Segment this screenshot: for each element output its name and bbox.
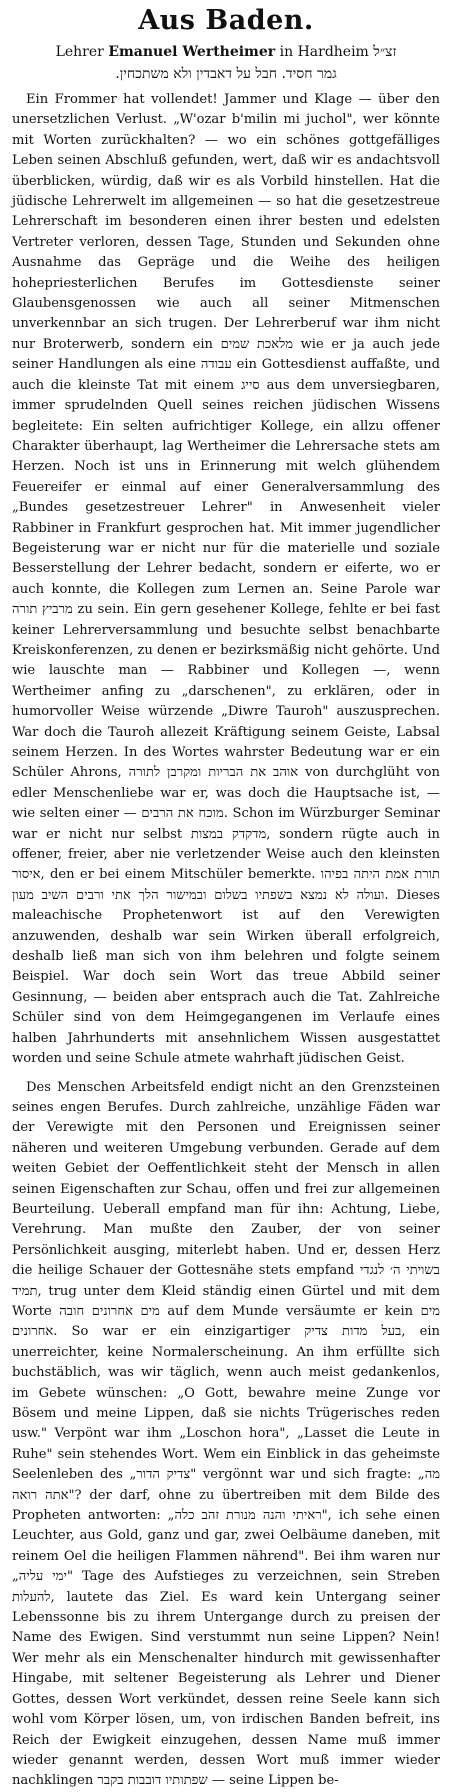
article-paragraph-2: Des Menschen Arbeitsfeld endigt nicht an den Grenzsteinen seines engen Berufes. Durch zahlreiche, unzählige Fäden war der Verewigte mit den Personen und Ereignissen seiner näheren und weiteren Umgebung verbunden. Gerade auf dem weiten Gebiet der Oeffentlichkeit steht der Mensch in allen seinen Eigenschaften zur Schau, offen und frei zur allgemeinen Beurteilung. Ueberall empfand man für ihn: Achtung, Liebe, Verehrung. Man mußte den Zauber, der von seiner Persönlichkeit ausging, miterlebt haben. Und er, dessen Herz die heilige Schauer der Gottesnähe stets empfand בשויתי ה׳ לנגדי תמיד, trug unter dem Kleid ständig einen Gürtel und mit dem Worte מים אחרונים חובה auf dem Munde versäumte er kein מים אחרונים. So war er ein einzigartiger בעל מדות צדיק, ein unerreichter, keine Normalerscheinung. An ihm erfüllte sich buchstäblich, was wir täglich, wenn auch meist gedankenlos, im Gebete wünschen: „O Gott, bewahre meine Zunge vor Bösem und meine Lippen, daß sie nichts Trügerisches reden usw." Verpönt war ihm „Loschon hora", „Lasset die Leute in Ruhe" sein stehendes Wort. Wem ein Einblick in das geheimste Seelenleben des „צדיק הדור" vergönnt war und sich fragte: „מה אתה רואה"? der darf, ohne zu übertreiben mit dem Bilde des Propheten antworten: „ראיתי והנה מנורת זהב כלה", ich sehe einen Leuchter, aus Gold, ganz und gar, zwei Oelbäume daneben, mit reinem Oel die heiligen Flammen nährend". Bei ihm waren nur „ימי עליה" Tage des Aufstieges zu verzeichnen, sein Streben להעלות, lautete das Ziel. Es ward kein Untergang seiner Lebenssonne bis zu ihrem Untergange durch zu preisen der Name des Ewigen. Sind verstummt nun seine Lippen? Nein! Wer mehr als ein Menschenalter hindurch mit gewissenhafter Hingabe, mit seltener Begeisterung als Lehrer und Diener Gottes, dessen Wort verkündet, dessen reine Seele kann sich wohl vom Körper lösen, um, von irdischen Banden befreit, ins Reich der Ewigkeit einzugehen, dessen Name muß immer wieder genannt werden, dessen Wort muß immer wieder nachklingen שפתותיו דובבות בקבר — seine Lippen be-: [12, 1079, 441, 1789]
byline-place: in Hardheim: [279, 44, 369, 60]
byline-name: Emanuel Wertheimer: [108, 44, 276, 60]
byline-prefix: Lehrer: [55, 44, 104, 60]
byline-hebrew-honorific: זצ״ל: [373, 44, 397, 60]
article-byline: [12, 42, 440, 62]
article-paragraph-1: Ein Frommer hat vollendet! Jammer und Klage — über den unersetzlichen Verlust. „W'ozar b'milin mi juchol", wer könnte mit Worten zurückhalten? — wo ein schönes gottgefälliges Leben seinen Abschluß gefunden, wert, daß wir es andachtsvoll überblicken, würdig, daß wir es als Vorbild hinstellen. Hat die jüdische Lehrerwelt im allgemeinen — so hat die gesetzestreue Lehrerschaft im besonderen einen ihrer besten und edelsten Vertreter verloren, dessen Tage, Stunden und Sekunden ohne Ausnahme das Gepräge und die Weihe des heiligen hohepriesterlichen Berufes im Gottesdienste seiner Glaubensgenossen wie auch all seiner Mitmenschen unverkennbar an sich trugen. Der Lehrerberuf war ihm nicht nur Broterwerb, sondern ein מלאכת שמים wie er ja auch jede seiner Handlungen als eine עבודה ein Gottesdienst auffaßte, und auch die kleinste Tat mit einem סייג aus dem unversiegbaren, immer sprudelnden Quell seines reichen jüdischen Wissens begleitete: Ein selten aufrichtiger Kollege, ein allzu offener Charakter überhaupt, lag Wertheimer die Lehrersache stets am Herzen. Noch ist uns in Erinnerung mit welch glühendem Feuereifer er einmal auf einer Generalversammlung des „Bundes gesetzestreuer Lehrer" in Anwesenheit vieler Rabbiner in Frankfurt gesprochen hat. Mit immer jugendlicher Begeisterung war er nicht nur für die materielle und soziale Besserstellung der Lehrer bedacht, sondern er eiferte, wo er auch konnte, die Kollegen zum Lernen an. Seine Parole war מרביץ תורה zu sein. Ein gern gesehener Kollege, fehlte er bei fast keiner Lehrerversammlung und besuchte selbst benachbarte Kreiskonferenzen, zu denen er bezirksmäßig nicht gehörte. Und wie lauschte man — Rabbiner und Kollegen —, wenn Wertheimer anfing zu „darschenen", zu erklären, oder in humorvoller Weise würzende „Diwre Tauroh" auszusprechen. War doch die Tauroh allezeit Kräftigung seinem Geiste, Labsal seinem Herzen. In des Wortes wahrster Bedeutung war er ein Schüler Ahrons, אוהב את הבריות ומקרבן לתורה von durchglüht von edler Menschenliebe war er, was doch die Hauptsache ist, — wie selten einer — מוכח את הרבים. Schon im Würzburger Seminar war er nicht nur selbst מדקדק במצות, sondern rügte auch in offener, freier, aber nie verletzender Weise auch den kleinsten איסור, den er bei einem Mitschüler bemerkte. תורת אמת היתה בפיהו ועולה לא נמצא בשפתיו בשלום ובמישור הלך אתי ורבים השיב מעון. Dieses maleachische Prophetenwort ist auf den Verewigten anzuwenden, deshalb war sein Wirken überall erfolgreich, deshalb ließ man sich von ihm belehren und folgte seinem Beispiel. War doch sein Wort das treue Abbild seiner Gesinnung, — beiden aber entsprach auch die Tat. Zahlreiche Schüler sind von dem Heimgegangenen im Verlaufe eines halben Jahrhunderts mit ansehnlichem Wissen ausgestattet worden und seine Schule atmete wahrhaft jüdischen Geist.: [12, 92, 441, 1067]
paragraph-gap: [12, 1070, 440, 1078]
hebrew-motto: גמר חסיד. חבל על דאבדין ולא משתכחין.: [115, 66, 337, 82]
article-title: Aus Baden.: [138, 5, 314, 36]
